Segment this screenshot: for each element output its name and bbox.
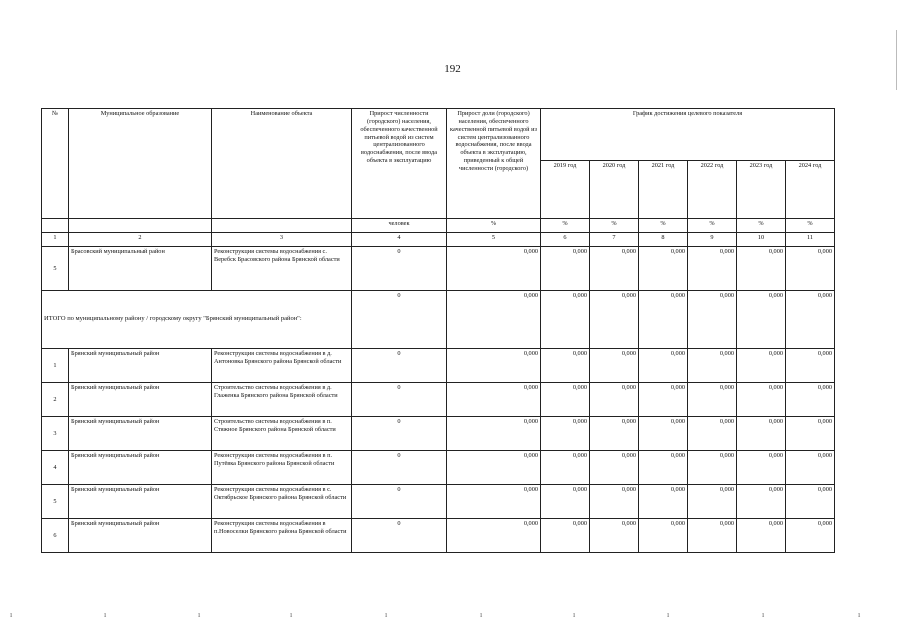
row-people: 0 xyxy=(352,519,447,553)
column-number: 2 xyxy=(69,233,212,247)
unit-cell: % xyxy=(688,219,737,233)
units-row xyxy=(42,219,835,233)
unit-cell: % xyxy=(737,219,786,233)
row-people: 0 xyxy=(352,247,447,291)
table-row xyxy=(42,383,835,417)
row-year-value: 0,000 xyxy=(590,451,639,485)
header-population-growth: Прирост численности (городского) населения, обеспеченного качественной питьевой водой из систем централизованного водоснабжения, после ввода объекта в эксплуатацию xyxy=(352,109,447,219)
row-share: 0,000 xyxy=(447,451,541,485)
row-object: Строительство системы водоснабжения в п. Стяжное Брянского района Брянской области xyxy=(212,417,352,451)
row-year-value: 0,000 xyxy=(541,349,590,383)
row-year-value: 0,000 xyxy=(737,349,786,383)
column-number: 6 xyxy=(541,233,590,247)
column-number: 3 xyxy=(212,233,352,247)
row-year-value: 0,000 xyxy=(786,519,835,553)
column-number: 8 xyxy=(639,233,688,247)
row-index: 3 xyxy=(42,417,69,451)
row-year-value: 0,000 xyxy=(541,417,590,451)
row-municipality: Брянский муниципальный район xyxy=(69,417,212,451)
row-object: Реконструкция системы водоснабжения в д. Антоновка Брянского района Брянской области xyxy=(212,349,352,383)
row-year-value: 0,000 xyxy=(639,383,688,417)
row-municipality: Брянский муниципальный район xyxy=(69,519,212,553)
page-number: 192 xyxy=(444,63,461,75)
row-year-value: 0,000 xyxy=(541,519,590,553)
row-share: 0,000 xyxy=(447,383,541,417)
row-index: 6 xyxy=(42,519,69,553)
row-share: 0,000 xyxy=(447,247,541,291)
row-share: 0,000 xyxy=(447,519,541,553)
row-index: 4 xyxy=(42,451,69,485)
row-index: 2 xyxy=(42,383,69,417)
unit-cell: % xyxy=(447,219,541,233)
header-object-name: Наименование объекта xyxy=(212,109,352,219)
row-year-value: 0,000 xyxy=(639,349,688,383)
total-label: ИТОГО по муниципальному району / городскому округу "Брянский муниципальный район": xyxy=(42,291,352,349)
row-year-value: 0,000 xyxy=(737,383,786,417)
row-year-value: 0,000 xyxy=(639,485,688,519)
column-numbers-row xyxy=(42,233,835,247)
scan-edge-line xyxy=(896,30,897,90)
table-row xyxy=(42,349,835,383)
row-index: 1 xyxy=(42,349,69,383)
header-schedule: График достижения целевого показателя xyxy=(541,109,835,161)
scan-artifacts: ı ı ı ı ı ı ı ı ı ı xyxy=(10,610,861,619)
column-number: 9 xyxy=(688,233,737,247)
row-year-value: 0,000 xyxy=(786,417,835,451)
header-year: 2021 год xyxy=(639,161,688,219)
row-year-value: 0,000 xyxy=(639,247,688,291)
row-year-value: 0,000 xyxy=(737,485,786,519)
column-number: 4 xyxy=(352,233,447,247)
row-people: 0 xyxy=(352,349,447,383)
row-share: 0,000 xyxy=(447,349,541,383)
row-year-value: 0,000 xyxy=(688,383,737,417)
total-year-value: 0,000 xyxy=(737,291,786,349)
total-year-value: 0,000 xyxy=(590,291,639,349)
total-year-value: 0,000 xyxy=(688,291,737,349)
total-share: 0,000 xyxy=(447,291,541,349)
row-share: 0,000 xyxy=(447,417,541,451)
header-number: № xyxy=(42,109,69,219)
row-index: 5 xyxy=(42,485,69,519)
row-year-value: 0,000 xyxy=(590,485,639,519)
row-year-value: 0,000 xyxy=(786,383,835,417)
row-year-value: 0,000 xyxy=(590,383,639,417)
total-people: 0 xyxy=(352,291,447,349)
row-year-value: 0,000 xyxy=(688,519,737,553)
header-year: 2022 год xyxy=(688,161,737,219)
row-index: 5 xyxy=(42,247,69,291)
target-indicator-table xyxy=(41,108,835,553)
row-object: Реконструкция системы водоснабжения в п.Новоселки Брянского района Брянской области xyxy=(212,519,352,553)
column-number: 10 xyxy=(737,233,786,247)
row-year-value: 0,000 xyxy=(737,417,786,451)
row-year-value: 0,000 xyxy=(639,519,688,553)
unit-cell: % xyxy=(786,219,835,233)
row-year-value: 0,000 xyxy=(786,451,835,485)
row-municipality: Брянский муниципальный район xyxy=(69,451,212,485)
row-year-value: 0,000 xyxy=(688,485,737,519)
row-year-value: 0,000 xyxy=(688,349,737,383)
row-year-value: 0,000 xyxy=(786,247,835,291)
row-year-value: 0,000 xyxy=(590,349,639,383)
row-object: Реконструкция системы водоснабжения в п. Путёвка Брянского района Брянской области xyxy=(212,451,352,485)
row-object: Реконструкция системы водоснабжения с. Веребск Брасовского района Брянской области xyxy=(212,247,352,291)
unit-cell: человек xyxy=(352,219,447,233)
unit-cell: % xyxy=(590,219,639,233)
table-row xyxy=(42,485,835,519)
header-year: 2023 год xyxy=(737,161,786,219)
row-year-value: 0,000 xyxy=(688,417,737,451)
total-year-value: 0,000 xyxy=(541,291,590,349)
row-year-value: 0,000 xyxy=(688,247,737,291)
total-year-value: 0,000 xyxy=(786,291,835,349)
row-object: Реконструкция системы водоснабжения в с. Октябрьское Брянского района Брянской области xyxy=(212,485,352,519)
row-year-value: 0,000 xyxy=(737,451,786,485)
row-people: 0 xyxy=(352,383,447,417)
row-municipality: Брянский муниципальный район xyxy=(69,383,212,417)
table-row xyxy=(42,451,835,485)
row-year-value: 0,000 xyxy=(786,485,835,519)
row-year-value: 0,000 xyxy=(541,451,590,485)
row-year-value: 0,000 xyxy=(541,383,590,417)
total-row xyxy=(42,291,835,349)
header-share-growth: Прирост доли (городского) населения, обеспеченного качественной питьевой водой из систем централизованного водоснабжения, после ввода объекта в эксплуатацию, приведенный к общей численности (городского) xyxy=(447,109,541,219)
unit-cell: % xyxy=(541,219,590,233)
row-year-value: 0,000 xyxy=(688,451,737,485)
total-year-value: 0,000 xyxy=(639,291,688,349)
row-municipality: Брасовский муниципальный район xyxy=(69,247,212,291)
row-object: Строительство системы водоснабжения в д. Глаженка Брянского района Брянской области xyxy=(212,383,352,417)
table-row xyxy=(42,247,835,291)
table-row xyxy=(42,417,835,451)
row-people: 0 xyxy=(352,485,447,519)
row-year-value: 0,000 xyxy=(590,519,639,553)
column-number: 5 xyxy=(447,233,541,247)
row-year-value: 0,000 xyxy=(541,247,590,291)
row-year-value: 0,000 xyxy=(737,247,786,291)
header-year: 2024 год xyxy=(786,161,835,219)
row-year-value: 0,000 xyxy=(639,451,688,485)
row-year-value: 0,000 xyxy=(786,349,835,383)
row-people: 0 xyxy=(352,451,447,485)
row-year-value: 0,000 xyxy=(737,519,786,553)
row-year-value: 0,000 xyxy=(590,247,639,291)
row-year-value: 0,000 xyxy=(541,485,590,519)
row-year-value: 0,000 xyxy=(590,417,639,451)
unit-cell: % xyxy=(639,219,688,233)
row-municipality: Брянский муниципальный район xyxy=(69,485,212,519)
row-people: 0 xyxy=(352,417,447,451)
row-year-value: 0,000 xyxy=(639,417,688,451)
table-row xyxy=(42,519,835,553)
header-year: 2020 год xyxy=(590,161,639,219)
header-year: 2019 год xyxy=(541,161,590,219)
header-municipality: Муниципальное образование xyxy=(69,109,212,219)
column-number: 1 xyxy=(42,233,69,247)
column-number: 7 xyxy=(590,233,639,247)
column-number: 11 xyxy=(786,233,835,247)
row-share: 0,000 xyxy=(447,485,541,519)
row-municipality: Брянский муниципальный район xyxy=(69,349,212,383)
